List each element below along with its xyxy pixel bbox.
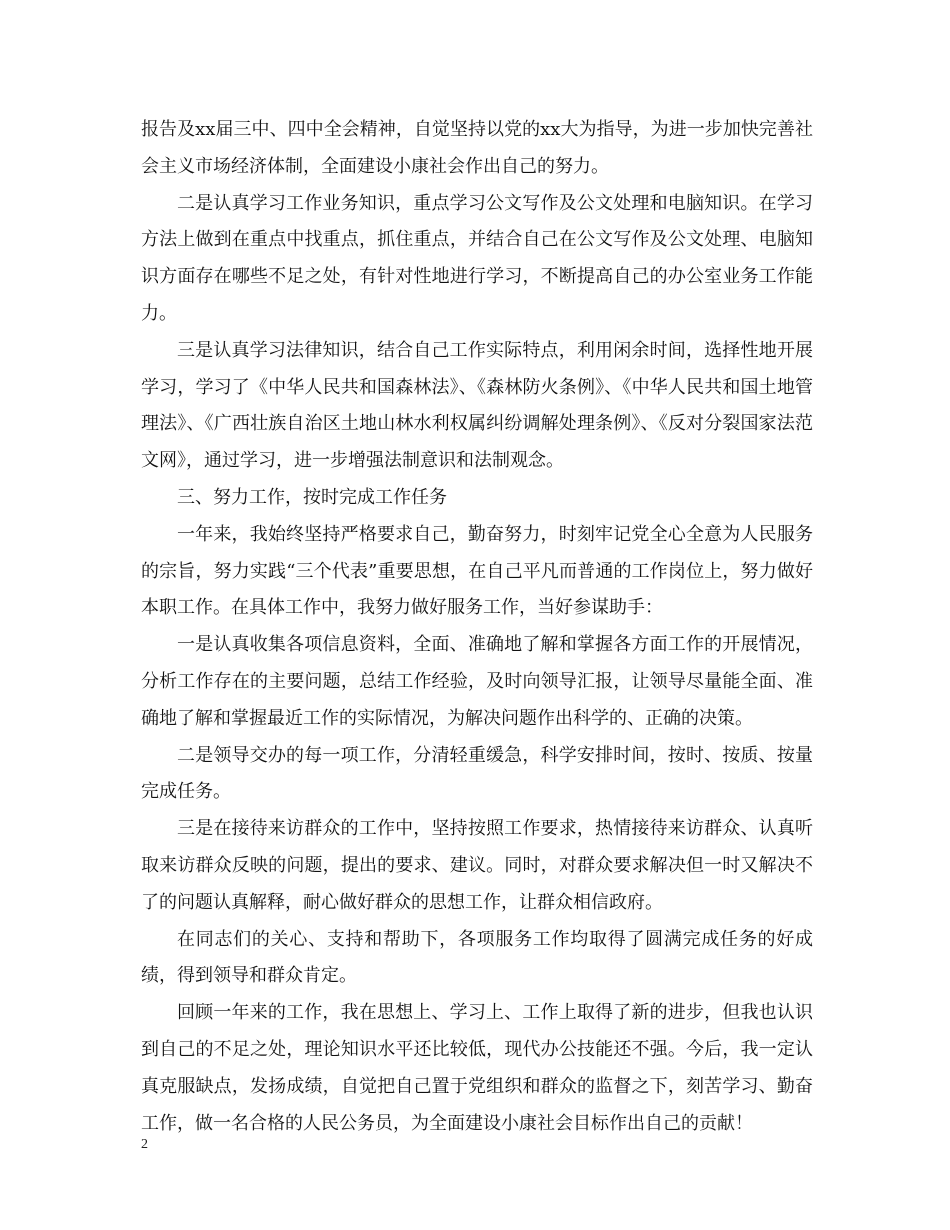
section-heading-work: 三、努力工作，按时完成工作任务	[177, 486, 447, 508]
paragraph-achievements: 在同志们的关心、支持和帮助下，各项服务工作均取得了圆满完成任务的好成绩，得到领导和群众肯定。	[141, 928, 813, 987]
page-number: 2	[141, 1137, 148, 1152]
paragraph-business-study: 二是认真学习工作业务知识，重点学习公文写作及公文处理和电脑知识。在学习方法上做到在重点中找重点，抓住重点，并结合自己在公文写作及公文处理、电脑知识方面存在哪些不足之处，有针对性地进行学习，不断提高自己的办公室业务工作能力。	[141, 192, 813, 324]
paragraph-law-study: 三是认真学习法律知识，结合自己工作实际特点，利用闲余时间，选择性地开展学习，学习了《中华人民共和国森林法》、《森林防火条例》、《中华人民共和国土地管理法》、《广西壮族自治区土地山林水利权属纠纷调解处理条例》、《反对分裂国家法范文网》，通过学习，进一步增强法制意识和法制观念。	[141, 339, 813, 472]
paragraph-visitor-reception: 三是在接待来访群众的工作中，坚持按照工作要求，热情接待来访群众、认真听取来访群众反映的问题，提出的要求、建议。同时，对群众要求解决但一时又解决不了的问题认真解释，耐心做好群众的思想工作，让群众相信政府。	[141, 818, 813, 913]
paragraph-review: 回顾一年来的工作，我在思想上、学习上、工作上取得了新的进步，但我也认识到自己的不足之处，理论知识水平还比较低，现代办公技能还不强。今后，我一定认真克服缺点，发扬成绩，自觉把自己置于党组织和群众的监督之下，刻苦学习、勤奋工作，做一名合格的人民公务员，为全面建设小康社会目标作出自己的贡献！	[141, 1002, 813, 1134]
document-body	[141, 112, 813, 1142]
paragraph-information-collection: 一是认真收集各项信息资料，全面、准确地了解和掌握各方面工作的开展情况，分析工作存在的主要问题，总结工作经验，及时向领导汇报，让领导尽量能全面、准确地了解和掌握最近工作的实际情况，为解决问题作出科学的、正确的决策。	[141, 634, 813, 729]
paragraph-continuation: 报告及xx届三中、四中全会精神，自觉坚持以党的xx大为指导，为进一步加快完善社会主义市场经济体制，全面建设小康社会作出自己的努力。	[141, 119, 813, 177]
paragraph-assigned-tasks: 二是领导交办的每一项工作，分清轻重缓急，科学安排时间，按时、按质、按量完成任务。	[141, 744, 813, 803]
paragraph-work-summary: 一年来，我始终坚持严格要求自己，勤奋努力，时刻牢记党全心全意为人民服务的宗旨，努力实践“三个代表”重要思想，在自己平凡而普通的工作岗位上，努力做好本职工作。在具体工作中，我努力做好服务工作，当好参谋助手：	[141, 523, 813, 619]
